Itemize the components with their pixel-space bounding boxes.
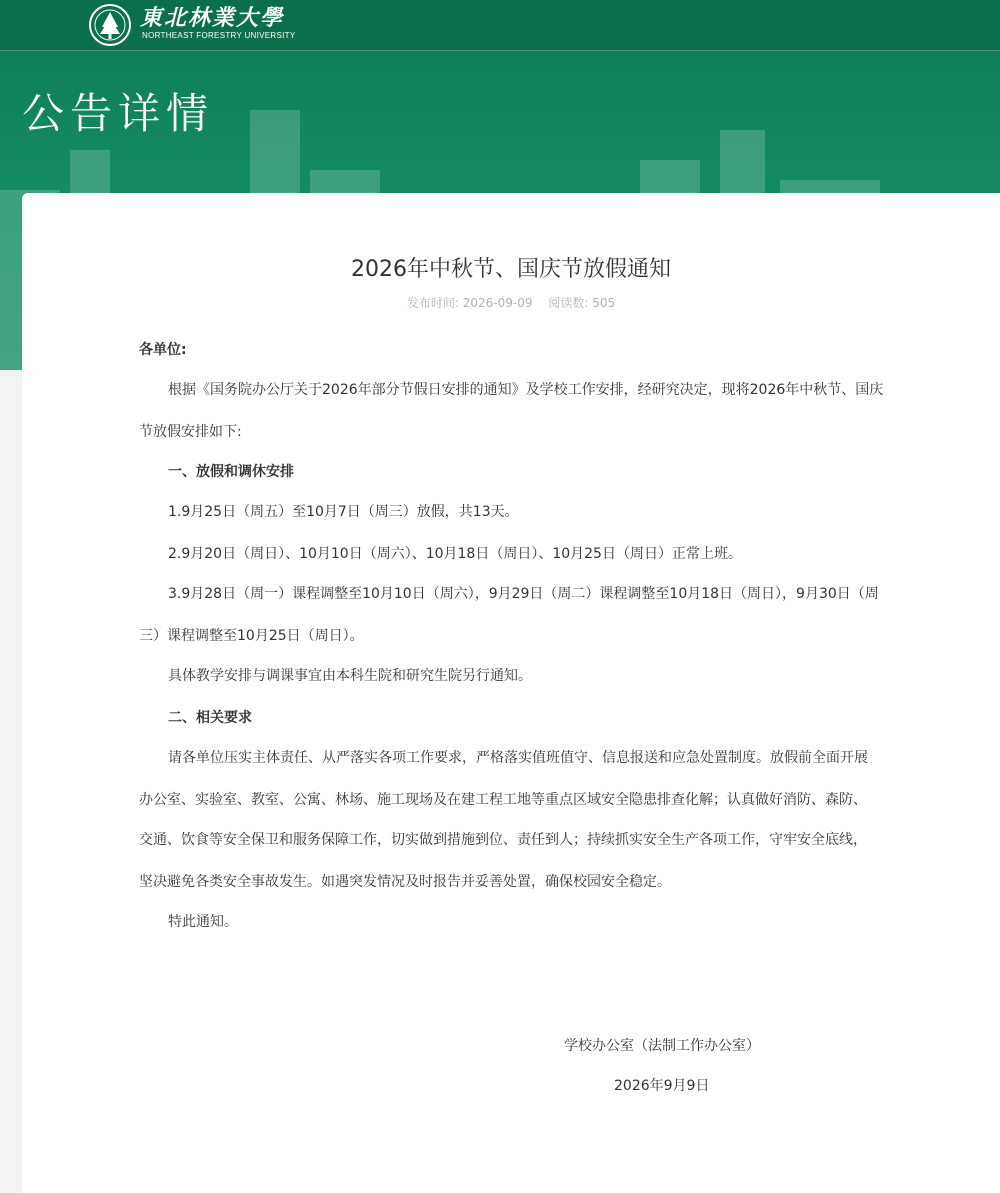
- notice-title: 2026年中秋节、国庆节放假通知: [351, 257, 671, 282]
- read-count: 505: [592, 296, 616, 310]
- signature-date: 2026年9月9日: [614, 1078, 710, 1094]
- requirements-line-3: 交通、饮食等安全保卫和服务保障工作，切实做到措施到位、责任到人；持续抓实安全生产各项工作，守牢安全底线，: [139, 832, 867, 848]
- closing-text: 特此通知。: [168, 914, 238, 930]
- requirements-line-1: 请各单位压实主体责任、从严落实各项工作要求，严格落实值班值守、信息报送和应急处置制度。放假前全面开展: [168, 750, 868, 766]
- intro-paragraph-line-2: 节放假安排如下:: [139, 424, 242, 440]
- section-2-title: 二、相关要求: [168, 710, 252, 726]
- top-navigation-bar: [0, 0, 1000, 51]
- university-emblem-icon[interactable]: [88, 3, 132, 47]
- read-info: [548, 296, 615, 310]
- holiday-item-2: 2.9月20日（周日）、10月10日（周六）、10月18日（周日）、10月25日（周日）正常上班。: [168, 546, 742, 562]
- teaching-note: 具体教学安排与调课事宜由本科生院和研究生院另行通知。: [168, 668, 532, 684]
- requirements-line-4: 坚决避免各类安全事故发生。如遇突发情况及时报告并妥善处置，确保校园安全稳定。: [139, 874, 671, 890]
- publish-label: 发布时间:: [406, 296, 459, 310]
- university-name-chinese[interactable]: 東北林業大學: [140, 5, 285, 31]
- read-label: 阅读数:: [548, 296, 589, 310]
- university-name-english[interactable]: NORTHEAST FORESTRY UNIVERSITY: [142, 31, 296, 40]
- publish-date: 2026-09-09: [462, 296, 533, 310]
- publish-info: [407, 296, 533, 310]
- section-1-title: 一、放假和调休安排: [168, 464, 294, 480]
- holiday-item-1: 1.9月25日（周五）至10月7日（周三）放假，共13天。: [168, 504, 519, 520]
- intro-paragraph-line-1: 根据《国务院办公厅关于2026年部分节假日安排的通知》及学校工作安排，经研究决定，现将2026年中秋节、国庆: [168, 382, 884, 398]
- notice-meta: [22, 294, 1000, 312]
- page-heading: 公告详情: [22, 89, 215, 138]
- salutation: 各单位:: [139, 342, 187, 358]
- requirements-line-2: 办公室、实验室、教室、公寓、林场、施工现场及在建工程工地等重点区域安全隐患排查化解；认真做好消防、森防、: [139, 792, 867, 808]
- holiday-item-3-line-2: 三）课程调整至10月25日（周日）。: [139, 628, 364, 644]
- signature-office: 学校办公室（法制工作办公室）: [564, 1038, 760, 1054]
- holiday-item-3-line-1: 3.9月28日（周一）课程调整至10月10日（周六），9月29日（周二）课程调整至10月18日（周日），9月30日（周: [168, 586, 879, 602]
